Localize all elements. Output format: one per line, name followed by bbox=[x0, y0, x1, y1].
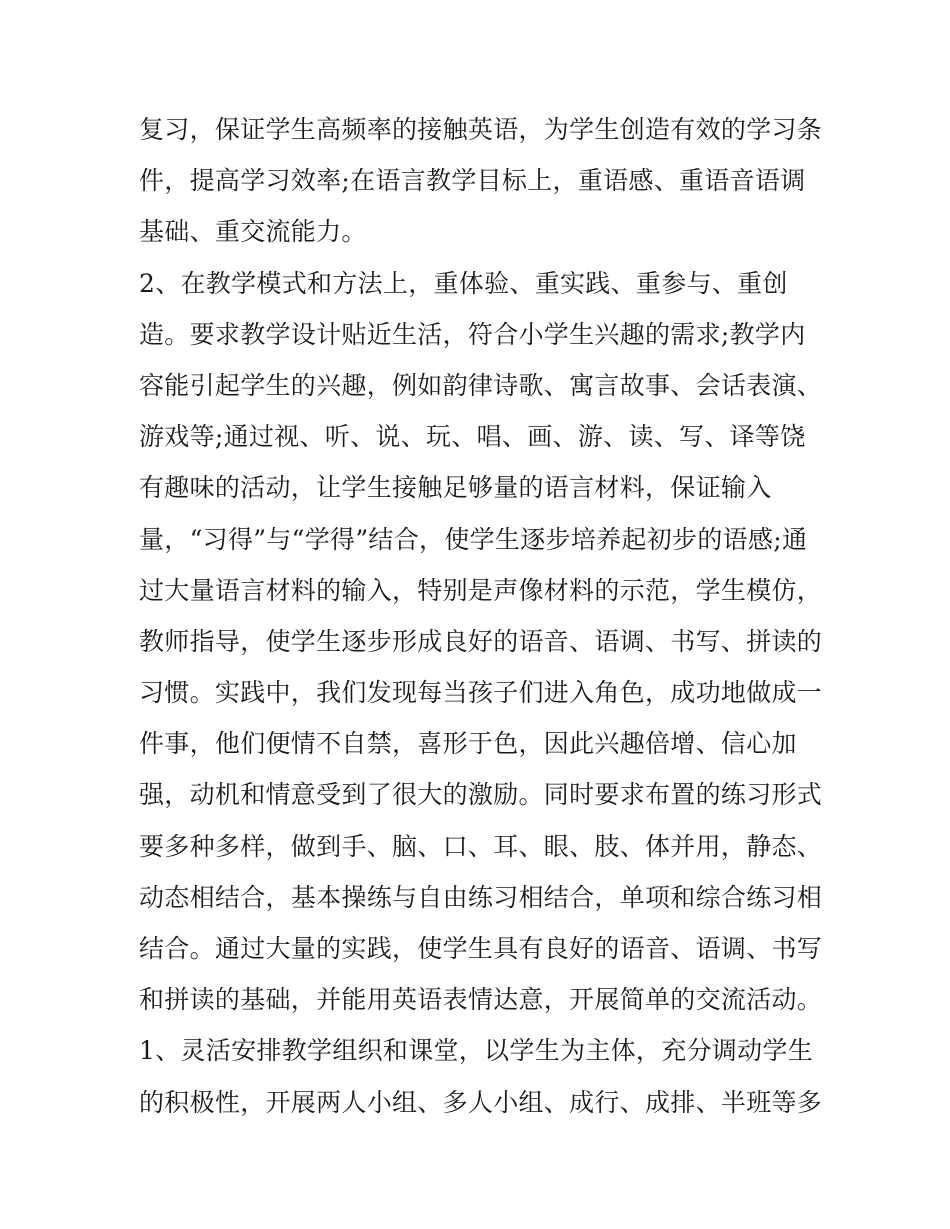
text-line: 量，“习得”与“学得”结合，使学生逐步培养起初步的语感;通 bbox=[139, 524, 808, 554]
text-line: 结合。通过大量的实践，使学生具有良好的语音、语调、书写 bbox=[139, 934, 823, 963]
text-line: 件，提高学习效率;在语言教学目标上，重语感、重语音语调 bbox=[139, 166, 806, 196]
text-line: 习惯。实践中，我们发现每当孩子们进入角色，成功地做成一 bbox=[139, 678, 823, 708]
text-line: 和拼读的基础，并能用英语表情达意，开展简单的交流活动。 bbox=[139, 985, 823, 1015]
text-line: 2、在教学模式和方法上，重体验、重实践、重参与、重创 bbox=[139, 268, 788, 298]
text-line: 复习，保证学生高频率的接触英语，为学生创造有效的学习条 bbox=[139, 115, 823, 144]
text-line: 教师指导，使学生逐步形成良好的语音、语调、书写、拼读的 bbox=[139, 626, 823, 656]
text-line: 动态相结合，基本操练与自由练习相结合，单项和综合练习相 bbox=[139, 882, 823, 912]
text-line: 游戏等;通过视、听、说、玩、唱、画、游、读、写、译等饶 bbox=[139, 422, 806, 452]
text-line: 1、灵活安排教学组织和课堂，以学生为主体，充分调动学生 bbox=[139, 1036, 814, 1066]
text-line: 要多种多样，做到手、脑、口、耳、眼、肢、体并用，静态、 bbox=[139, 831, 823, 861]
body-text bbox=[139, 104, 823, 1128]
text-line: 基础、重交流能力。 bbox=[139, 217, 367, 247]
text-line: 过大量语言材料的输入，特别是声像材料的示范，学生模仿， bbox=[139, 575, 823, 605]
text-line: 件事，他们便情不自禁，喜形于色，因此兴趣倍增、信心加 bbox=[139, 729, 797, 759]
text-line: 造。要求教学设计贴近生活，符合小学生兴趣的需求;教学内 bbox=[139, 319, 806, 349]
text-line: 强，动机和情意受到了很大的激励。同时要求布置的练习形式 bbox=[139, 780, 823, 810]
text-line: 的积极性，开展两人小组、多人小组、成行、成排、半班等多 bbox=[139, 1087, 823, 1117]
text-line: 有趣味的活动，让学生接触足够量的语言材料，保证输入 bbox=[139, 473, 772, 503]
text-line: 容能引起学生的兴趣，例如韵律诗歌、寓言故事、会话表演、 bbox=[139, 370, 823, 400]
